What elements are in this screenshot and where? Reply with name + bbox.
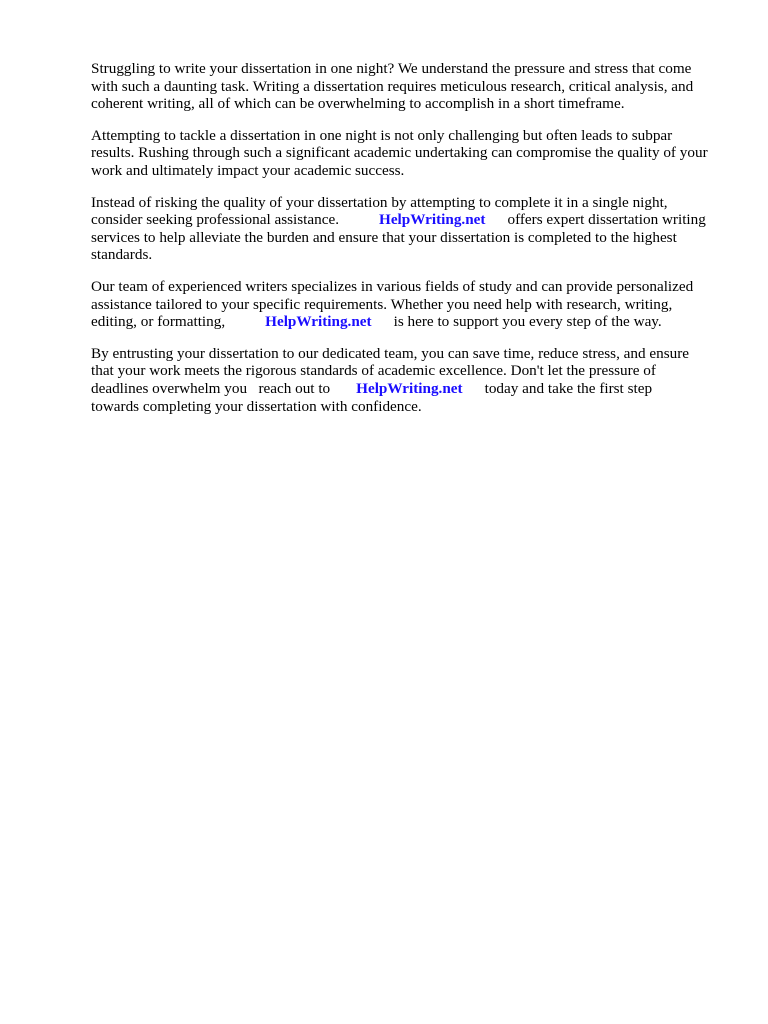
text-line: coherent writing, all of which can be overwhelming to accomplish in a short timeframe. [91, 95, 625, 113]
paragraph-assistance [91, 194, 731, 264]
helpwriting-link[interactable]: HelpWriting.net [379, 211, 486, 229]
helpwriting-link[interactable]: HelpWriting.net [356, 379, 463, 397]
text-line: standards. [91, 246, 153, 264]
text-line [91, 211, 731, 229]
text-line: assistance tailored to your specific requirements. Whether you need help with research, writing, [91, 295, 673, 313]
text-line [91, 380, 731, 398]
paragraph-closing [91, 345, 731, 415]
text-line: services to help alleviate the burden and ensure that your dissertation is completed to the highest [91, 228, 677, 246]
text-line: Struggling to write your dissertation in one night? We understand the pressure and stress that come [91, 60, 692, 77]
text-line: Our team of experienced writers specializes in various fields of study and can provide personalized [91, 277, 694, 295]
text-line: work and ultimately impact your academic success. [91, 161, 405, 179]
text-line: results. Rushing through such a significant academic undertaking can compromise the quality of your [91, 144, 708, 162]
text-line: with such a daunting task. Writing a dissertation requires meticulous research, critical analysis, and [91, 77, 694, 95]
text-line: Attempting to tackle a dissertation in one night is not only challenging but often leads to subpar [91, 126, 673, 144]
text-line: By entrusting your dissertation to our dedicated team, you can save time, reduce stress, and ensure [91, 344, 690, 362]
text-line: that your work meets the rigorous standards of academic excellence. Don't let the pressure of [91, 362, 656, 380]
helpwriting-link[interactable]: HelpWriting.net [265, 313, 372, 331]
document-body [91, 60, 731, 429]
paragraph-intro [91, 60, 731, 113]
text-segment: deadlines overwhelm you reach out to [91, 379, 331, 397]
text-line: Instead of risking the quality of your dissertation by attempting to complete it in a single night, [91, 193, 668, 211]
text-segment: today and take the first step [484, 379, 653, 397]
text-segment: offers expert dissertation writing [507, 211, 706, 229]
paragraph-challenge [91, 127, 731, 180]
text-segment: is here to support you every step of the way. [393, 313, 662, 331]
text-segment: consider seeking professional assistance. [91, 211, 339, 229]
text-line [91, 313, 731, 331]
text-segment: editing, or formatting, [91, 313, 226, 331]
text-line: towards completing your dissertation with confidence. [91, 397, 422, 415]
paragraph-team [91, 278, 731, 331]
